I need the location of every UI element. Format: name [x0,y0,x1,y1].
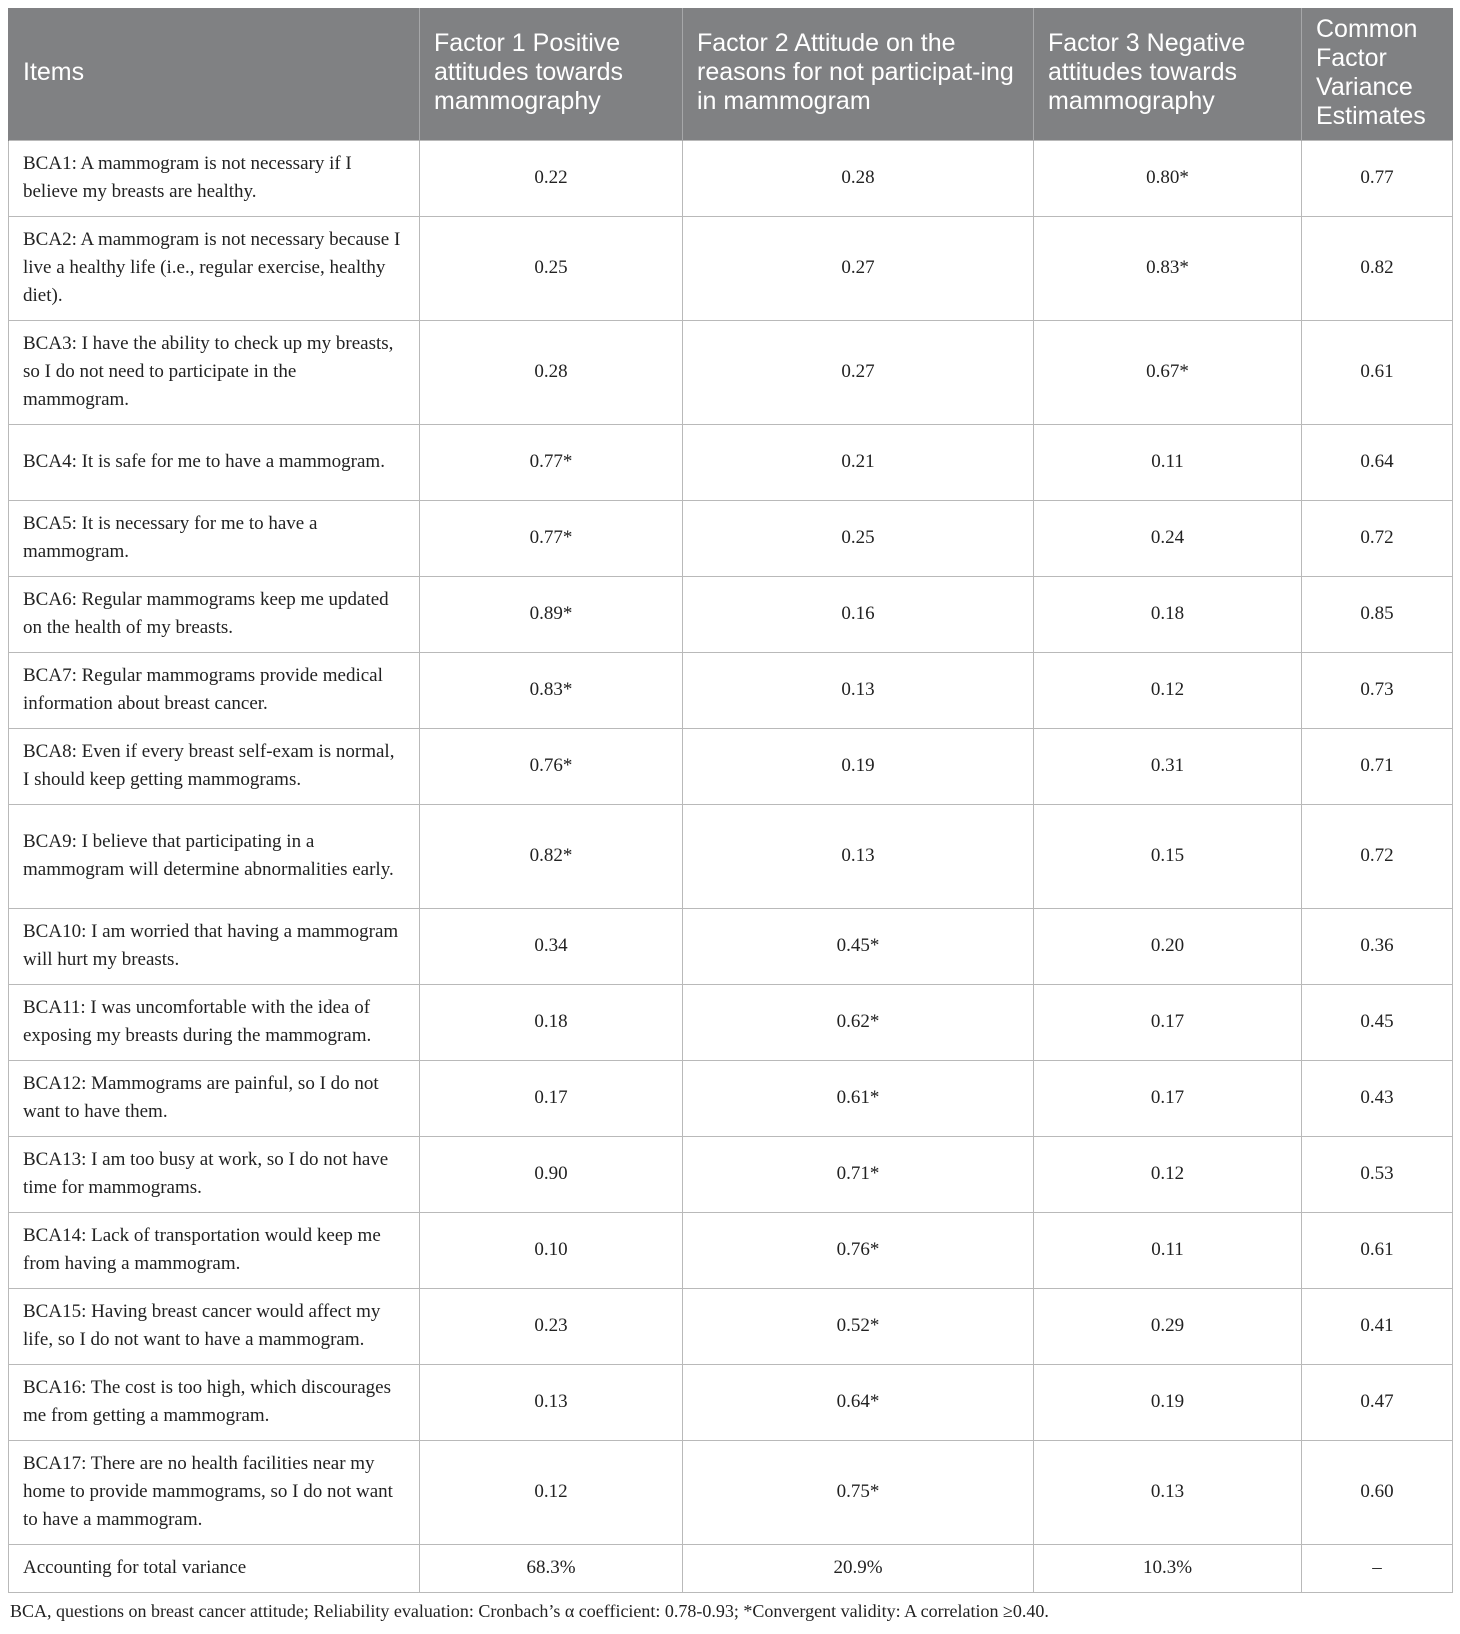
variance-cell: 0.72 [1302,804,1453,908]
factor-loading-table [8,8,1453,1593]
factor-3-cell: 0.15 [1034,804,1302,908]
factor-1-cell: 0.28 [420,320,683,424]
table-row [9,1136,1453,1212]
factor-3-cell: 0.67* [1034,320,1302,424]
factor-2-cell: 0.16 [683,576,1034,652]
factor-3-cell: 0.20 [1034,908,1302,984]
variance-cell: 0.85 [1302,576,1453,652]
item-cell: BCA4: It is safe for me to have a mammogram. [9,424,420,500]
table-row [9,216,1453,320]
factor-1-cell: 0.13 [420,1364,683,1440]
table-row [9,500,1453,576]
table-row [9,1060,1453,1136]
factor-2-cell: 0.13 [683,652,1034,728]
item-cell: BCA10: I am worried that having a mammogram will hurt my breasts. [9,908,420,984]
table-row [9,576,1453,652]
item-cell: BCA12: Mammograms are painful, so I do not want to have them. [9,1060,420,1136]
header-factor-3: Factor 3 Negative attitudes towards mammography [1034,8,1302,140]
total-variance-row [9,1544,1453,1592]
factor-1-cell: 0.77* [420,424,683,500]
item-cell: BCA14: Lack of transportation would keep me from having a mammogram. [9,1212,420,1288]
table-footnote: BCA, questions on breast cancer attitude; Reliability evaluation: Cronbach’s α coefficient: 0.78-0.93; *Convergent validity: A correlation ≥0.40. [10,1600,1049,1621]
header-row [9,8,1453,140]
factor-3-cell: 0.29 [1034,1288,1302,1364]
variance-cell: 0.64 [1302,424,1453,500]
factor-3-cell: 0.24 [1034,500,1302,576]
factor-2-cell: 0.13 [683,804,1034,908]
table-row [9,728,1453,804]
total-variance-label: Accounting for total variance [9,1544,420,1592]
factor-1-variance: 68.3% [420,1544,683,1592]
table-row [9,1288,1453,1364]
variance-cell: 0.60 [1302,1440,1453,1544]
variance-cell: 0.45 [1302,984,1453,1060]
factor-1-cell: 0.34 [420,908,683,984]
factor-3-variance: 10.3% [1034,1544,1302,1592]
variance-cell: 0.71 [1302,728,1453,804]
variance-cell: 0.72 [1302,500,1453,576]
factor-1-cell: 0.17 [420,1060,683,1136]
factor-2-cell: 0.64* [683,1364,1034,1440]
item-cell: BCA6: Regular mammograms keep me updated on the health of my breasts. [9,576,420,652]
factor-3-cell: 0.83* [1034,216,1302,320]
item-cell: BCA16: The cost is too high, which discourages me from getting a mammogram. [9,1364,420,1440]
item-cell: BCA5: It is necessary for me to have a mammogram. [9,500,420,576]
factor-1-cell: 0.12 [420,1440,683,1544]
table-row [9,424,1453,500]
factor-2-cell: 0.76* [683,1212,1034,1288]
item-cell: BCA17: There are no health facilities near my home to provide mammograms, so I do not want to have a mammogram. [9,1440,420,1544]
factor-2-cell: 0.27 [683,216,1034,320]
factor-3-cell: 0.12 [1034,652,1302,728]
table-row [9,140,1453,216]
variance-cell: 0.53 [1302,1136,1453,1212]
factor-2-cell: 0.21 [683,424,1034,500]
variance-cell: 0.73 [1302,652,1453,728]
factor-2-cell: 0.28 [683,140,1034,216]
item-cell: BCA13: I am too busy at work, so I do not have time for mammograms. [9,1136,420,1212]
variance-cell: 0.77 [1302,140,1453,216]
table-header [9,8,1453,140]
header-factor-2: Factor 2 Attitude on the reasons for not participat-ing in mammogram [683,8,1034,140]
header-factor-1: Factor 1 Positive attitudes towards mammography [420,8,683,140]
variance-cell: 0.82 [1302,216,1453,320]
variance-cell: 0.61 [1302,320,1453,424]
item-cell: BCA7: Regular mammograms provide medical information about breast cancer. [9,652,420,728]
item-cell: BCA15: Having breast cancer would affect my life, so I do not want to have a mammogram. [9,1288,420,1364]
factor-3-cell: 0.12 [1034,1136,1302,1212]
factor-3-cell: 0.11 [1034,424,1302,500]
factor-2-cell: 0.62* [683,984,1034,1060]
header-items: Items [9,8,420,140]
variance-cell: 0.41 [1302,1288,1453,1364]
factor-2-cell: 0.61* [683,1060,1034,1136]
factor-2-cell: 0.52* [683,1288,1034,1364]
variance-cell: 0.43 [1302,1060,1453,1136]
table-row [9,1212,1453,1288]
factor-2-cell: 0.25 [683,500,1034,576]
table-row [9,908,1453,984]
variance-cell: 0.61 [1302,1212,1453,1288]
table-row [9,320,1453,424]
factor-1-cell: 0.77* [420,500,683,576]
variance-cell: 0.36 [1302,908,1453,984]
factor-1-cell: 0.83* [420,652,683,728]
factor-1-cell: 0.82* [420,804,683,908]
header-common-variance: Common Factor Variance Estimates [1302,8,1453,140]
table-row [9,804,1453,908]
factor-3-cell: 0.19 [1034,1364,1302,1440]
item-cell: BCA3: I have the ability to check up my breasts, so I do not need to participate in the mammogram. [9,320,420,424]
item-cell: BCA2: A mammogram is not necessary because I live a healthy life (i.e., regular exercise, healthy diet). [9,216,420,320]
table-row [9,652,1453,728]
factor-2-cell: 0.45* [683,908,1034,984]
factor-3-cell: 0.11 [1034,1212,1302,1288]
table-row [9,1440,1453,1544]
factor-3-cell: 0.17 [1034,1060,1302,1136]
item-cell: BCA1: A mammogram is not necessary if I believe my breasts are healthy. [9,140,420,216]
factor-1-cell: 0.23 [420,1288,683,1364]
factor-2-cell: 0.19 [683,728,1034,804]
table-body [9,140,1453,1592]
common-variance-dash: – [1302,1544,1453,1592]
table-row [9,1364,1453,1440]
table-wrapper [8,8,1452,1622]
factor-1-cell: 0.10 [420,1212,683,1288]
item-cell: BCA9: I believe that participating in a mammogram will determine abnormalities early. [9,804,420,908]
variance-cell: 0.47 [1302,1364,1453,1440]
factor-2-cell: 0.27 [683,320,1034,424]
factor-1-cell: 0.90 [420,1136,683,1212]
factor-1-cell: 0.89* [420,576,683,652]
factor-3-cell: 0.18 [1034,576,1302,652]
item-cell: BCA11: I was uncomfortable with the idea of exposing my breasts during the mammogram. [9,984,420,1060]
factor-1-cell: 0.22 [420,140,683,216]
factor-3-cell: 0.17 [1034,984,1302,1060]
factor-1-cell: 0.76* [420,728,683,804]
table-row [9,984,1453,1060]
factor-2-variance: 20.9% [683,1544,1034,1592]
factor-2-cell: 0.71* [683,1136,1034,1212]
factor-2-cell: 0.75* [683,1440,1034,1544]
factor-3-cell: 0.31 [1034,728,1302,804]
factor-1-cell: 0.25 [420,216,683,320]
factor-3-cell: 0.13 [1034,1440,1302,1544]
factor-1-cell: 0.18 [420,984,683,1060]
item-cell: BCA8: Even if every breast self-exam is normal, I should keep getting mammograms. [9,728,420,804]
factor-3-cell: 0.80* [1034,140,1302,216]
